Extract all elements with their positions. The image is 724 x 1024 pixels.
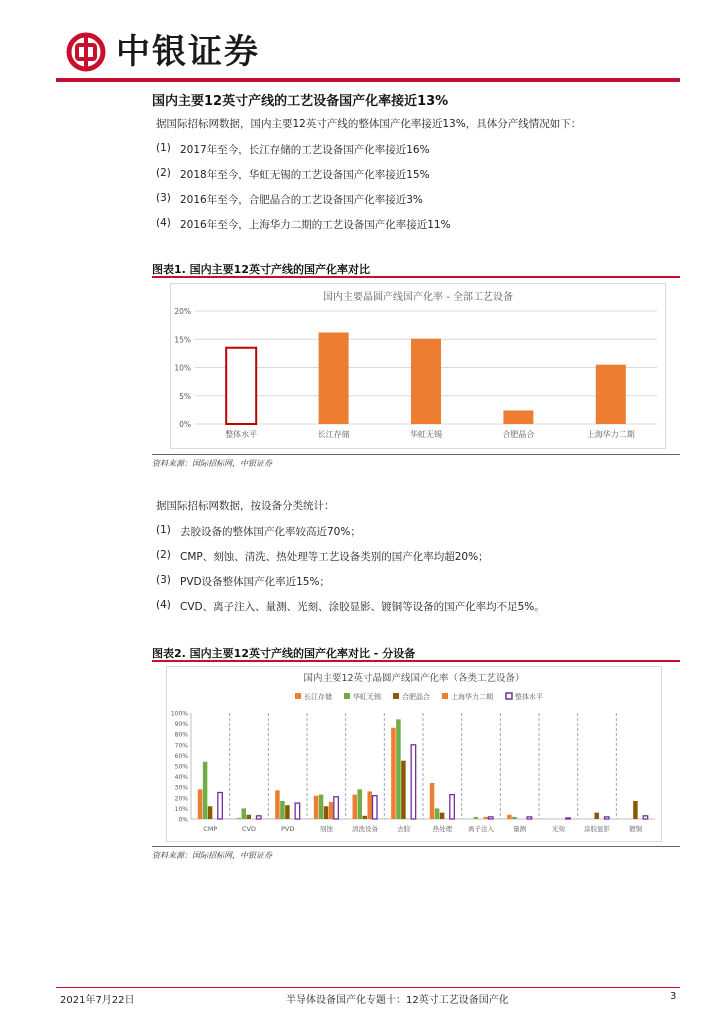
y-tick-label: 20% — [174, 307, 191, 316]
bar — [373, 796, 378, 819]
list-item-text: 2016年至今，上海华力二期的工艺设备国产化率接近11% — [180, 219, 451, 231]
figure1-source: 资料来源：国际招标网，中银证券 — [152, 459, 272, 468]
x-tick-label: 热处理 — [432, 825, 453, 833]
y-tick-label: 70% — [174, 742, 188, 750]
legend-swatch — [295, 693, 301, 699]
list-item-text: 2016年至今，合肥晶合的工艺设备国产化率接近3% — [180, 194, 423, 206]
legend-label: 整体水平 — [515, 693, 543, 701]
y-tick-label: 10% — [174, 805, 188, 813]
x-tick-label: 离子注入 — [468, 825, 494, 833]
list-item-text: 2017年至今，长江存储的工艺设备国产化率接近16% — [180, 144, 430, 156]
y-tick-label: 20% — [174, 795, 188, 803]
bar — [275, 790, 280, 819]
y-tick-label: 0% — [178, 816, 188, 824]
list-item-number: (3) — [156, 574, 171, 586]
legend-label: 上海华力二期 — [451, 693, 493, 701]
x-tick-label: PVD — [280, 825, 295, 833]
y-tick-label: 90% — [174, 721, 188, 729]
bar — [319, 795, 324, 819]
bar — [411, 339, 441, 424]
bar — [257, 816, 262, 819]
bar — [295, 803, 300, 819]
figure1-rule — [152, 276, 680, 278]
bar — [512, 817, 517, 819]
bar — [353, 795, 358, 819]
bar — [507, 815, 512, 819]
list-item-number: (1) — [156, 524, 171, 536]
legend-label: 华虹无锡 — [353, 693, 381, 701]
x-tick-label: 刻蚀 — [319, 825, 333, 833]
figure1-caption: 图表1. 国内主要12英寸产线的国产化率对比 — [152, 263, 370, 276]
bar — [474, 817, 479, 819]
list-item-text: CMP、刻蚀、清洗、热处理等工艺设备类别的国产化率均超20%； — [180, 551, 489, 563]
bank-of-china-logo-icon — [66, 32, 106, 72]
x-tick-label: 上海华力二期 — [586, 430, 635, 439]
bar — [358, 789, 363, 819]
y-tick-label: 10% — [174, 363, 191, 373]
legend-swatch — [393, 693, 399, 699]
figure2-bottom-rule — [152, 846, 680, 847]
section-intro: 据国际招标网数据，国内主要12英寸产线的整体国产化率接近13%，具体分产线情况如下： — [156, 118, 582, 130]
bar — [368, 791, 373, 819]
chart2-frame — [166, 666, 662, 842]
legend-label: 长江存储 — [304, 693, 332, 701]
legend-label: 合肥晶合 — [402, 693, 430, 701]
x-tick-label: CMP — [203, 825, 218, 833]
list-item-text: 去胶设备的整体国产化率较高近70%； — [180, 526, 361, 538]
legend-swatch — [442, 693, 448, 699]
bar — [566, 818, 571, 819]
bar — [440, 813, 445, 819]
bar — [605, 817, 610, 819]
y-tick-label: 5% — [179, 391, 191, 401]
x-tick-label: CVD — [242, 825, 256, 833]
chart1-frame — [170, 283, 666, 449]
chart1 — [171, 284, 665, 448]
bar — [435, 808, 440, 819]
bar — [324, 806, 329, 819]
figure2-source: 资料来源：国际招标网，中银证券 — [152, 851, 272, 860]
figure1-bottom-rule — [152, 454, 680, 455]
figure2-rule — [152, 660, 680, 662]
bar — [633, 801, 638, 819]
bar — [242, 808, 247, 819]
bar — [396, 719, 401, 819]
x-tick-label: 长江存储 — [317, 430, 350, 439]
bar — [489, 817, 494, 819]
legend-swatch — [344, 693, 350, 699]
section2-intro: 据国际招标网数据，按设备分类统计： — [156, 500, 335, 512]
bar — [226, 348, 256, 424]
bar — [363, 816, 368, 819]
y-tick-label: 60% — [174, 752, 188, 760]
brand-name: 中银证券 — [116, 32, 260, 72]
bar — [329, 802, 334, 819]
legend-swatch — [506, 693, 512, 699]
bar — [280, 801, 285, 819]
bar — [314, 796, 319, 819]
brand-logo — [66, 30, 260, 74]
section-heading: 国内主要12英寸产线的工艺设备国产化率接近13% — [152, 94, 449, 109]
y-tick-label: 80% — [174, 731, 188, 739]
chart-title: 国内主要12英寸晶圆产线国产化率（各类工艺设备） — [303, 673, 525, 684]
bar — [208, 806, 213, 819]
bar — [203, 762, 208, 819]
footer-date: 2021年7月22日 — [60, 995, 135, 1006]
bar — [503, 410, 533, 424]
list-item-number: (1) — [156, 142, 171, 154]
bar — [198, 789, 203, 819]
y-tick-label: 50% — [174, 763, 188, 771]
list-item-number: (3) — [156, 192, 171, 204]
x-tick-label: 整体水平 — [225, 430, 258, 439]
list-item-number: (4) — [156, 217, 171, 229]
list-item-number: (2) — [156, 167, 171, 179]
bar — [595, 813, 600, 819]
footer-rule — [56, 987, 680, 988]
bar — [391, 728, 396, 819]
x-tick-label: 量测 — [513, 825, 527, 833]
header-rule — [56, 78, 680, 82]
bar — [527, 817, 532, 819]
x-tick-label: 光刻 — [551, 825, 565, 833]
y-tick-label: 15% — [174, 335, 191, 345]
chart-title: 国内主要晶圆产线国产化率 - 全部工艺设备 — [323, 292, 513, 303]
list-item-text: PVD设备整体国产化率近15%； — [180, 576, 330, 588]
bar — [319, 332, 349, 424]
x-tick-label: 华虹无锡 — [410, 430, 442, 439]
y-tick-label: 0% — [179, 420, 191, 429]
bar — [247, 815, 252, 819]
bar — [411, 745, 416, 819]
bar — [237, 818, 242, 819]
page-number: 3 — [670, 991, 677, 1002]
bar — [401, 761, 406, 819]
bar — [643, 816, 648, 819]
chart2 — [167, 667, 661, 841]
bar — [596, 365, 626, 424]
x-tick-label: 镀铜 — [629, 825, 643, 833]
bar — [218, 793, 223, 820]
y-tick-label: 30% — [174, 784, 188, 792]
list-item-text: CVD、离子注入、量测、光刻、涂胶显影、镀铜等设备的国产化率均不足5%。 — [180, 601, 545, 613]
x-tick-label: 去胶 — [397, 825, 411, 833]
bar — [484, 817, 489, 819]
x-tick-label: 涂胶显影 — [584, 825, 610, 833]
list-item-number: (4) — [156, 599, 171, 611]
bar — [430, 783, 435, 819]
footer-title: 半导体设备国产化专题十：12英寸工艺设备国产化 — [286, 995, 509, 1006]
bar — [334, 797, 339, 819]
x-tick-label: 合肥晶合 — [502, 430, 535, 439]
y-tick-label: 40% — [174, 774, 188, 782]
bar — [450, 795, 455, 819]
list-item-number: (2) — [156, 549, 171, 561]
y-tick-label: 100% — [170, 710, 188, 718]
figure2-caption: 图表2. 国内主要12英寸产线的国产化率对比 - 分设备 — [152, 647, 416, 660]
bar — [285, 805, 290, 819]
x-tick-label: 清洗设备 — [352, 825, 378, 833]
list-item-text: 2018年至今，华虹无锡的工艺设备国产化率接近15% — [180, 169, 430, 181]
